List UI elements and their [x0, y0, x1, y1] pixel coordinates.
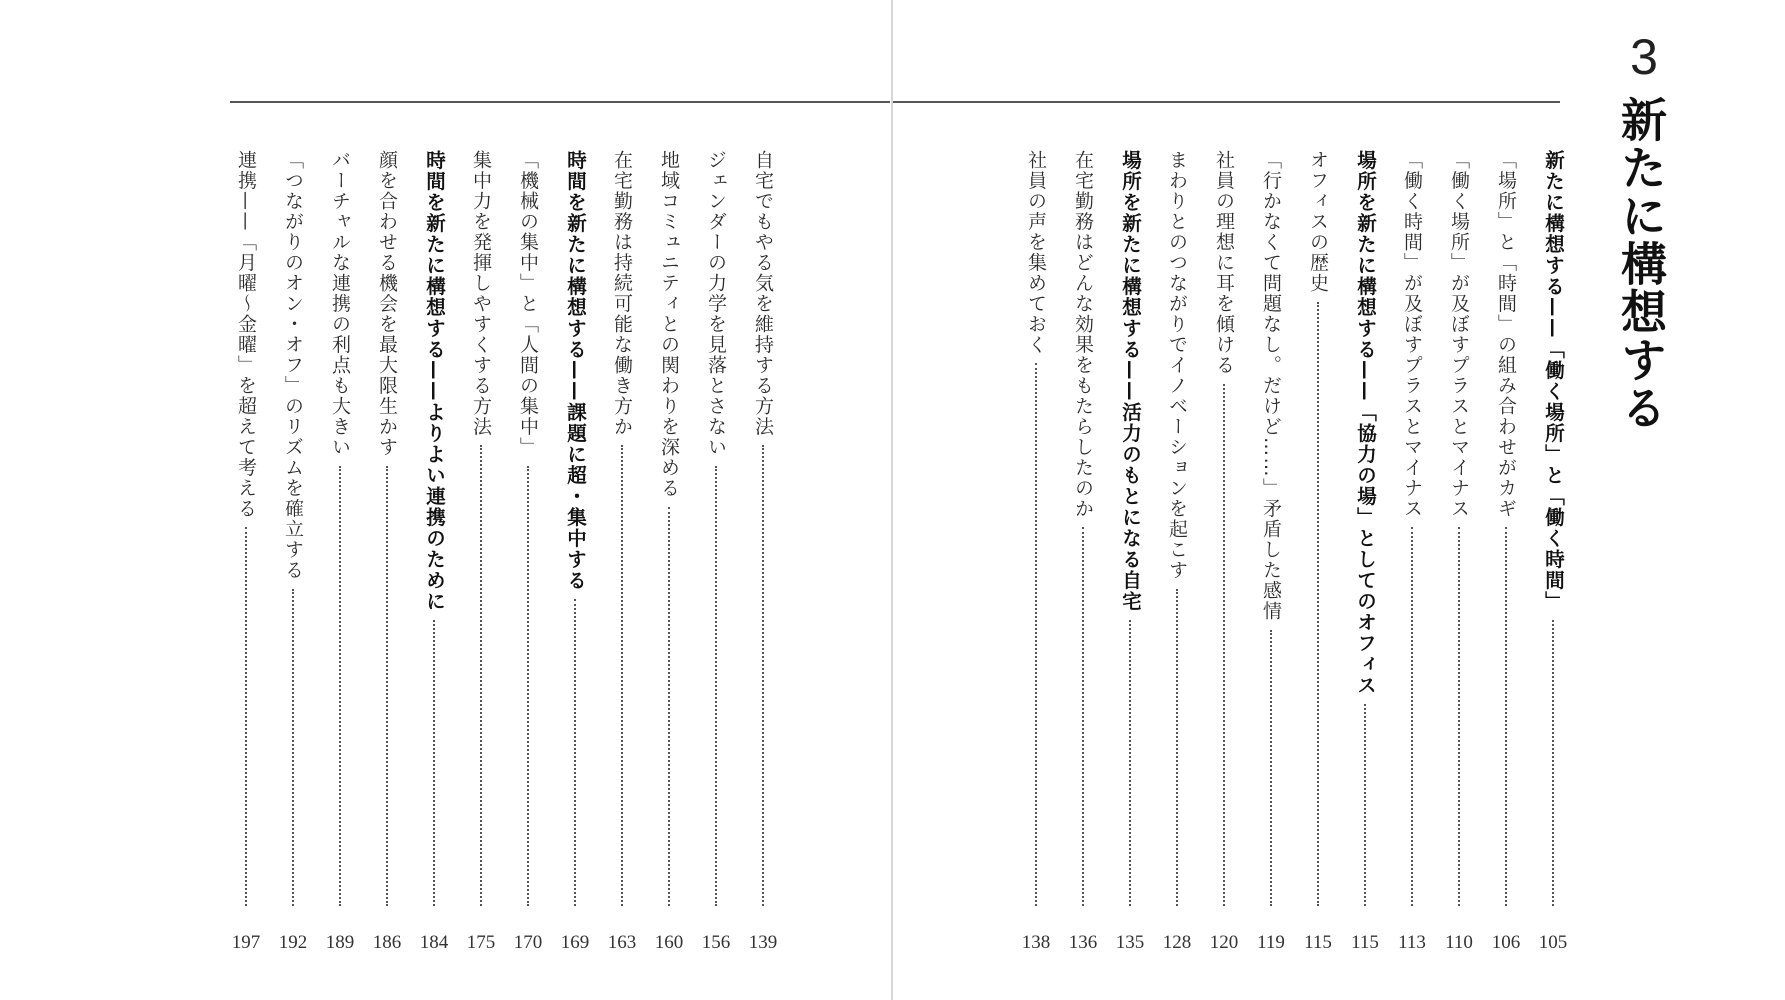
toc-line — [1161, 150, 1193, 910]
toc-page-number: 115 — [1304, 932, 1332, 953]
chapter-title: 新たに構想する — [1614, 96, 1668, 432]
toc-page-number: 189 — [325, 932, 355, 953]
toc-line — [371, 150, 403, 910]
toc-entry — [700, 150, 732, 953]
toc-page-number: 120 — [1209, 932, 1239, 953]
dot-leader — [433, 620, 435, 906]
toc-entry-title: 「働く場所」が及ぼすプラスとマイナス — [1448, 150, 1470, 519]
toc-line — [1490, 150, 1522, 910]
toc-entry — [1208, 150, 1240, 953]
toc-entry — [371, 150, 403, 953]
toc-line — [653, 150, 685, 910]
toc-entry-title: 「働く時間」が及ぼすプラスとマイナス — [1401, 150, 1423, 519]
toc-entry — [1443, 150, 1475, 953]
toc-entry-title: 顔を合わせる機会を最大限生かす — [376, 150, 398, 458]
left-header-rule — [230, 101, 890, 103]
toc-entry — [747, 150, 779, 953]
dot-leader — [621, 445, 623, 906]
chapter-number: 3 — [1630, 29, 1658, 85]
toc-line — [700, 150, 732, 910]
dot-leader — [574, 599, 576, 906]
toc-line — [559, 150, 591, 910]
dot-leader — [1129, 620, 1131, 906]
toc-entry-title: 在宅勤務はどんな効果をもたらしたのか — [1072, 150, 1094, 519]
toc-entry-title: 「行かなくて問題なし。だけど……」矛盾した感情 — [1260, 150, 1282, 622]
toc-page-number: 192 — [278, 932, 308, 953]
toc-entry-title: 在宅勤務は持続可能な働き方か — [611, 150, 633, 437]
toc-page-number: 128 — [1162, 932, 1192, 953]
toc-page-number: 113 — [1398, 932, 1426, 953]
toc-line — [230, 150, 262, 910]
toc-entry-title: 社員の声を集めておく — [1025, 150, 1047, 355]
toc-page-number: 105 — [1538, 932, 1568, 953]
toc-entry-title: 地域コミュニティとの関わりを深める — [658, 150, 680, 499]
toc-entry-title: 時間を新たに構想する——課題に超・集中する — [564, 150, 587, 591]
toc-page-number: 115 — [1351, 932, 1379, 953]
toc-line — [1255, 150, 1287, 910]
toc-line — [465, 150, 497, 910]
toc-line — [418, 150, 450, 910]
toc-line — [512, 150, 544, 910]
toc-page-number: 197 — [231, 932, 261, 953]
toc-entry — [1396, 150, 1428, 953]
dot-leader — [715, 466, 717, 907]
toc-entry-title: 集中力を発揮しやすくする方法 — [470, 150, 492, 437]
toc-page-number: 156 — [701, 932, 731, 953]
toc-line — [1067, 150, 1099, 910]
toc-entry-title: 「つながりのオン・オフ」のリズムを確立する — [282, 150, 304, 581]
toc-page-number: 186 — [372, 932, 402, 953]
dot-leader — [339, 466, 341, 907]
toc-entry — [606, 150, 638, 953]
toc-page-number: 119 — [1257, 932, 1285, 953]
toc-entry — [230, 150, 262, 953]
toc-page-number: 139 — [748, 932, 778, 953]
toc-page-number: 175 — [466, 932, 496, 953]
toc-entry — [324, 150, 356, 953]
dot-leader — [1317, 302, 1319, 907]
toc-entry — [1255, 150, 1287, 953]
dot-leader — [386, 466, 388, 907]
toc-page-number: 160 — [654, 932, 684, 953]
toc-entry — [1020, 150, 1052, 953]
dot-leader — [1176, 589, 1178, 907]
toc-line — [277, 150, 309, 910]
dot-leader — [1411, 527, 1413, 906]
toc-page-number: 170 — [513, 932, 543, 953]
toc-entry — [1161, 150, 1193, 953]
dot-leader — [480, 445, 482, 906]
toc-line — [1443, 150, 1475, 910]
toc-entry — [418, 150, 450, 953]
dot-leader — [1223, 384, 1225, 907]
toc-page-number: 184 — [419, 932, 449, 953]
page-gutter — [891, 0, 893, 1000]
toc-line — [1114, 150, 1146, 910]
dot-leader — [1270, 630, 1272, 907]
toc-page-number: 163 — [607, 932, 637, 953]
toc-entry-title: 社員の理想に耳を傾ける — [1213, 150, 1235, 376]
toc-page-number: 106 — [1491, 932, 1521, 953]
toc-entry — [277, 150, 309, 953]
dot-leader — [245, 527, 247, 906]
dot-leader — [1552, 620, 1554, 906]
right-header-rule — [893, 101, 1560, 103]
dot-leader — [1505, 527, 1507, 906]
toc-line — [747, 150, 779, 910]
toc-entry-title: ジェンダーの力学を見落とさない — [705, 150, 727, 458]
dot-leader — [1364, 704, 1366, 906]
toc-entry-title: 自宅でもやる気を維持する方法 — [752, 150, 774, 437]
dot-leader — [762, 445, 764, 906]
toc-entry-title: バーチャルな連携の利点も大きい — [329, 150, 351, 458]
dot-leader — [1082, 527, 1084, 906]
dot-leader — [1458, 527, 1460, 906]
toc-entry-title: 「場所」と「時間」の組み合わせがカギ — [1495, 150, 1517, 519]
toc-page-number: 136 — [1068, 932, 1098, 953]
toc-entry-title: まわりとのつながりでイノベーションを起こす — [1166, 150, 1188, 581]
toc-page-number: 110 — [1445, 932, 1473, 953]
toc-entry-title: 場所を新たに構想する——「協力の場」としてのオフィス — [1354, 150, 1377, 696]
dot-leader — [668, 507, 670, 907]
toc-entry-title: 「機械の集中」と「人間の集中」 — [517, 150, 539, 458]
toc-entry-title: 場所を新たに構想する——活力のもとになる自宅 — [1119, 150, 1142, 612]
toc-entry — [1537, 150, 1569, 953]
toc-entry — [1114, 150, 1146, 953]
toc-entry — [559, 150, 591, 953]
toc-page-number: 135 — [1115, 932, 1145, 953]
toc-line — [1537, 150, 1569, 910]
toc-entry — [653, 150, 685, 953]
toc-line — [1396, 150, 1428, 910]
toc-line — [1302, 150, 1334, 910]
toc-entry — [465, 150, 497, 953]
toc-entry-title: 連携——「月曜〜金曜」を超えて考える — [235, 150, 257, 519]
toc-entry-title: 時間を新たに構想する——よりよい連携のために — [423, 150, 446, 612]
toc-page-number: 138 — [1021, 932, 1051, 953]
toc-line — [1208, 150, 1240, 910]
toc-entry — [1067, 150, 1099, 953]
toc-entry — [512, 150, 544, 953]
toc-entry — [1302, 150, 1334, 953]
dot-leader — [292, 589, 294, 907]
dot-leader — [527, 466, 529, 907]
toc-entry — [1349, 150, 1381, 953]
toc-entry-title: 新たに構想する——「働く場所」と「働く時間」 — [1542, 150, 1565, 612]
toc-line — [1020, 150, 1052, 910]
toc-line — [1349, 150, 1381, 910]
dot-leader — [1035, 363, 1037, 906]
toc-entry — [1490, 150, 1522, 953]
toc-line — [606, 150, 638, 910]
toc-entry-title: オフィスの歴史 — [1307, 150, 1329, 294]
toc-page-number: 169 — [560, 932, 590, 953]
toc-line — [324, 150, 356, 910]
